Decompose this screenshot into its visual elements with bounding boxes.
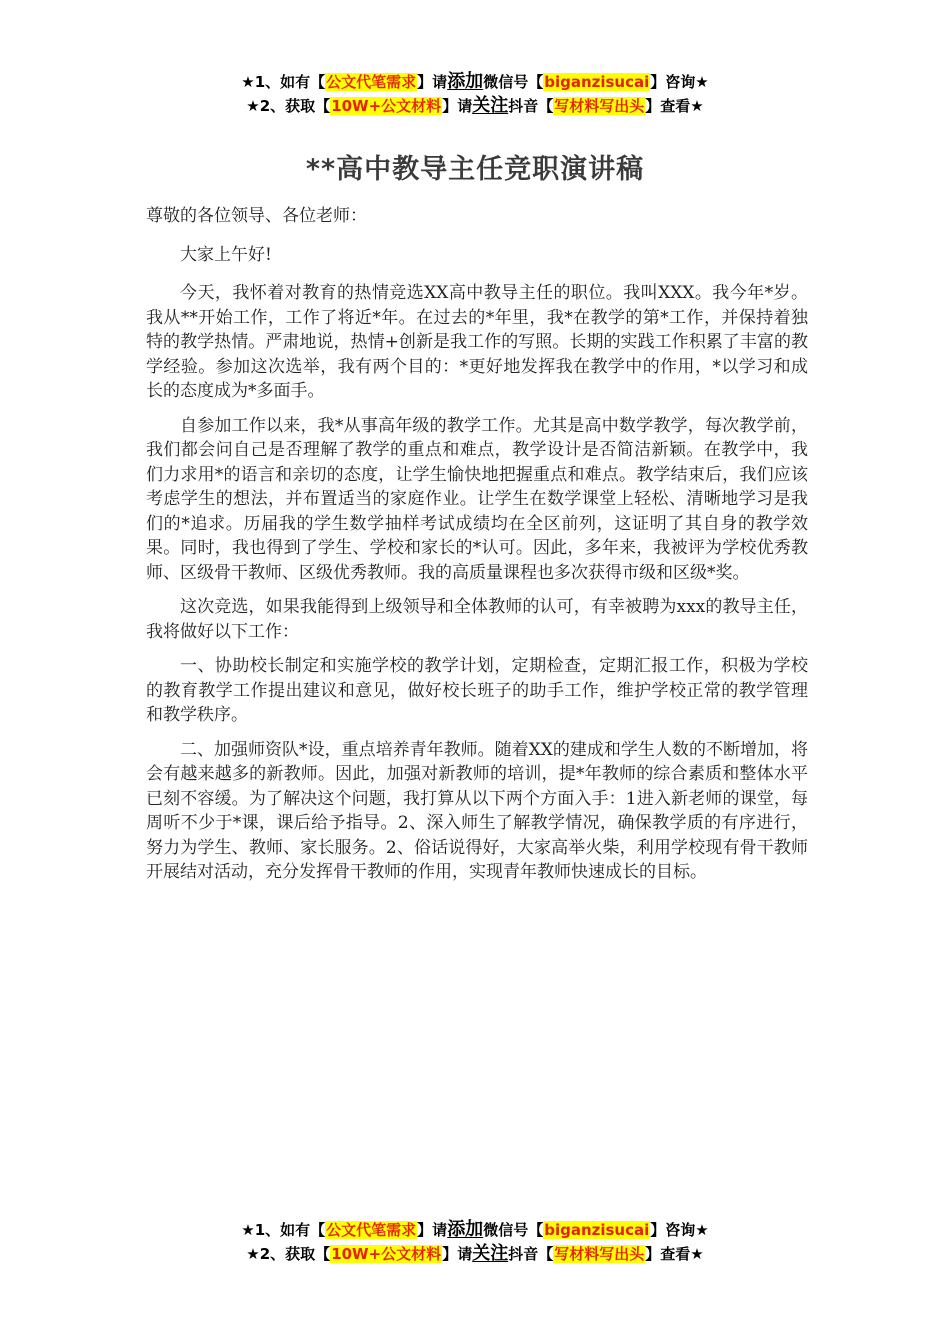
promo-wechat-id: biganzisucai: [544, 1221, 650, 1239]
body-paragraph: 自参加工作以来，我*从事高年级的教学工作。尤其是高中数学教学，每次教学前，我们都会问自己是否理解了教学的重点和难点，教学设计是否简洁新颖。在教学中，我们力求用*的语言和亲切的态度，让学生愉快地把握重点和难点。教学结束后，我们应该考虑学生的想法，并布置适当的家庭作业。让学生在数学课堂上轻松、清晰地学习是我们的*追求。历届我的学生数学抽样考试成绩均在全区前列，这证明了其自身的教学效果。同时，我也得到了学生、学校和家长的*认可。因此，多年来，我被评为学校优秀教师、区级骨干教师、区级优秀教师。我的高质量课程也多次获得市级和区级*奖。: [146, 415, 808, 583]
promo-line-2: [0, 1242, 950, 1266]
document-body: [146, 204, 808, 895]
body-paragraph: 这次竞选，如果我能得到上级领导和全体教师的认可，有幸被聘为xxx的教导主任，我将做好以下工作：: [146, 597, 808, 642]
promo-line-2: [0, 94, 950, 118]
promo-wechat-id: biganzisucai: [544, 73, 650, 91]
promo-highlight: 10W+公文材料: [331, 97, 442, 115]
promo-text: 微信号【: [483, 1221, 544, 1239]
promo-douyin-id: 写材料写出头: [554, 1245, 645, 1263]
greeting: 大家上午好!: [180, 244, 272, 265]
promo-text: 】请: [417, 73, 448, 91]
promo-emphasis: 添加: [447, 1219, 484, 1240]
promo-text: 微信号【: [483, 73, 544, 91]
promo-text: 抖音【: [508, 1245, 554, 1263]
document-title: **高中教导主任竞职演讲稿: [305, 154, 645, 185]
promo-text: 】咨询★: [650, 1221, 709, 1239]
promo-text: ★1、如有【: [241, 73, 326, 91]
promo-emphasis: 添加: [447, 71, 484, 92]
promo-douyin-id: 写材料写出头: [554, 97, 645, 115]
promo-line-1: [0, 1218, 950, 1242]
promo-emphasis: 关注: [472, 95, 509, 116]
promo-highlight: 10W+公文材料: [331, 1245, 442, 1263]
promo-emphasis: 关注: [472, 1243, 509, 1264]
promo-text: 】请: [442, 97, 473, 115]
promo-text: 】请: [417, 1221, 448, 1239]
promo-text: 】查看★: [645, 1245, 704, 1263]
promo-text: 抖音【: [508, 97, 554, 115]
promo-text: ★2、获取【: [246, 1245, 331, 1263]
salutation: 尊敬的各位领导、各位老师：: [146, 206, 367, 226]
promo-text: 】请: [442, 1245, 473, 1263]
body-paragraph: 二、加强师资队*设，重点培养青年教师。随着XX的建成和学生人数的不断增加，将会有越来越多的新教师。因此，加强对新教师的培训，提*年教师的综合素质和整体水平已刻不容缓。为了解决这个问题，我打算从以下两个方面入手：1进入新老师的课堂，每周听不少于*课，课后给予指导。2、深入师生了解教学情况，确保教学质的有序进行，努力为学生、教师、家长服务。2、俗话说得好，大家高举火柴，利用学校现有骨干教师开展结对活动，充分发挥骨干教师的作用，实现青年教师快速成长的目标。: [146, 739, 808, 882]
top-promo-banner: [0, 70, 950, 118]
promo-text: 】咨询★: [650, 73, 709, 91]
bottom-promo-banner: [0, 1218, 950, 1266]
promo-highlight: 公文代笔需求: [326, 1221, 417, 1239]
body-paragraph: 一、协助校长制定和实施学校的教学计划，定期检查，定期汇报工作，积极为学校的教育教学工作提出建议和意见，做好校长班子的助手工作，维护学校正常的教学管理和教学秩序。: [146, 656, 808, 725]
promo-text: 】查看★: [645, 97, 704, 115]
body-paragraph: 今天，我怀着对教育的热情竞选XX高中教导主任的职位。我叫XXX。我今年*岁。我从**开始工作，工作了将近*年。在过去的*年里，我*在教学的第*工作，并保持着独特的教学热情。严肃地说，热情+创新是我工作的写照。长期的实践工作积累了丰富的教学经验。参加这次选举，我有两个目的：*更好地发挥我在教学中的作用，*以学习和成长的态度成为*多面手。: [146, 283, 808, 401]
promo-line-1: [0, 70, 950, 94]
promo-text: ★1、如有【: [241, 1221, 326, 1239]
promo-text: ★2、获取【: [246, 97, 331, 115]
promo-highlight: 公文代笔需求: [326, 73, 417, 91]
